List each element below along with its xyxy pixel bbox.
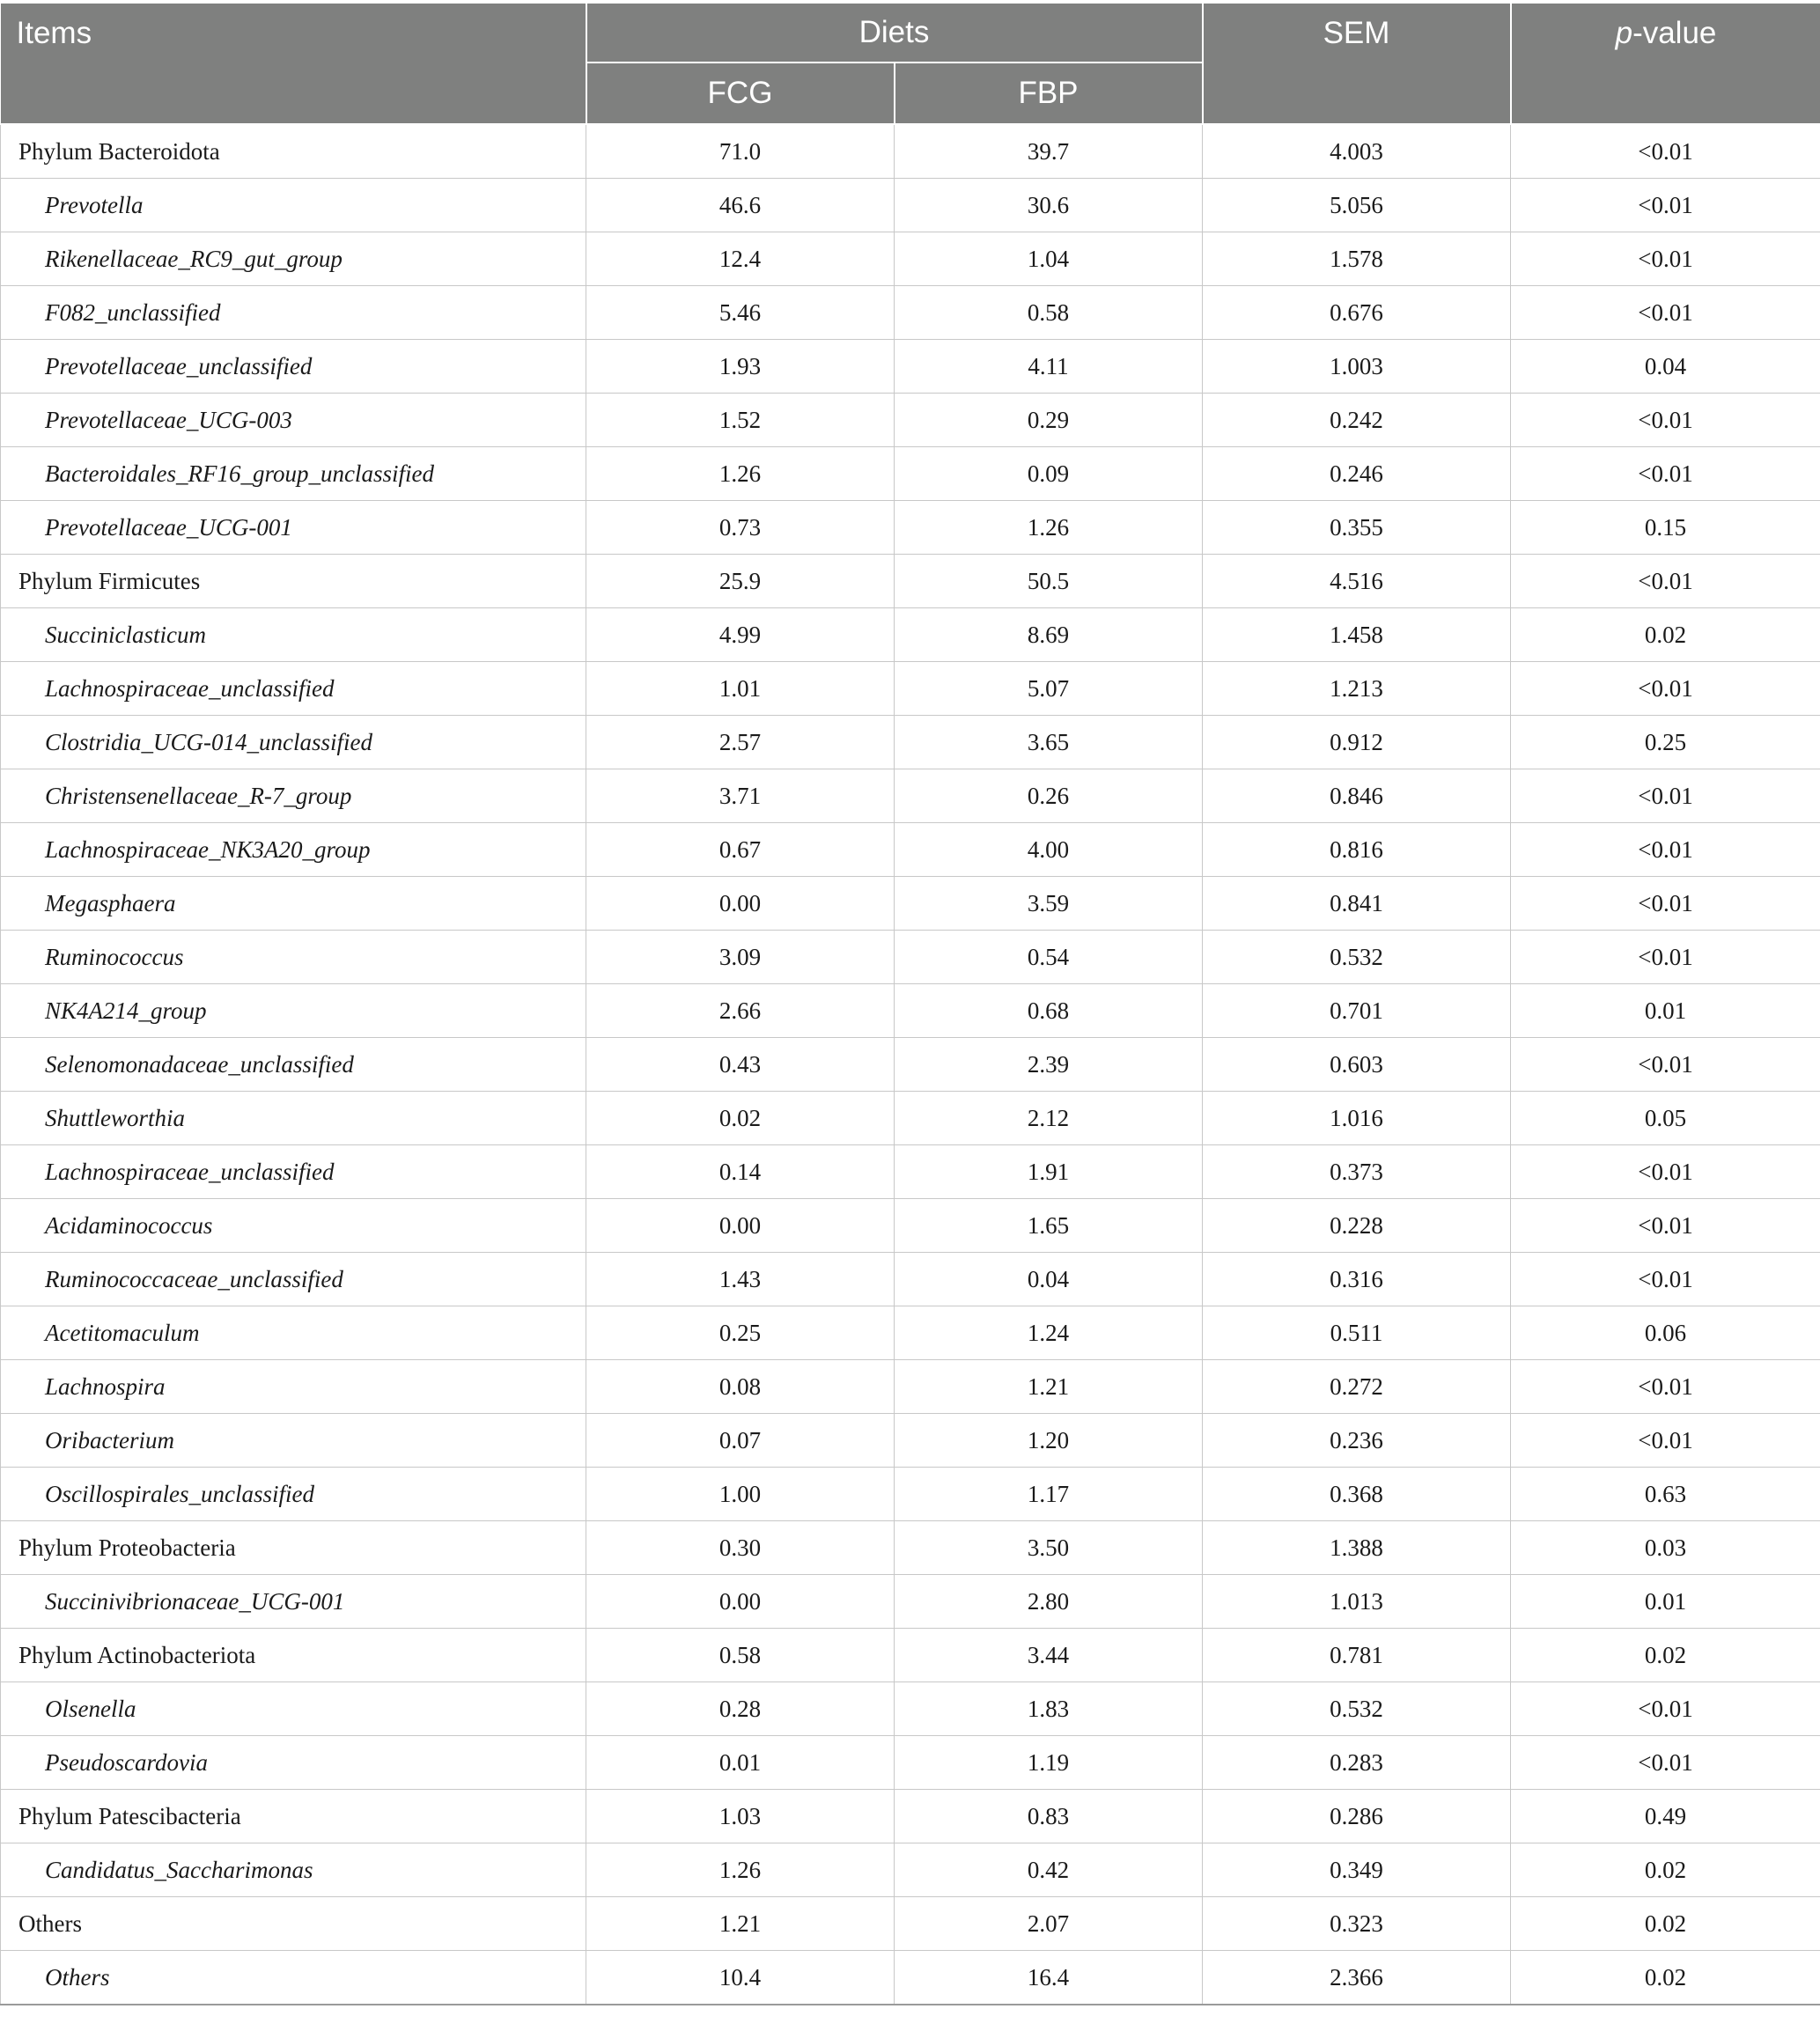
sem-cell: 0.286 <box>1203 1790 1511 1843</box>
p-value-cell: <0.01 <box>1511 1199 1820 1253</box>
table-row <box>1 931 1820 984</box>
sem-cell: 0.532 <box>1203 931 1511 984</box>
sem-cell: 1.013 <box>1203 1575 1511 1629</box>
taxon-name-cell: Lachnospiraceae_unclassified <box>1 1145 586 1199</box>
p-value-cell: 0.63 <box>1511 1468 1820 1521</box>
abundance-table <box>0 2 1820 2005</box>
taxon-name-cell: NK4A214_group <box>1 984 586 1038</box>
table-row <box>1 1736 1820 1790</box>
sem-cell: 0.603 <box>1203 1038 1511 1092</box>
fcg-cell: 0.00 <box>586 1199 895 1253</box>
phylum-name-cell: Phylum Firmicutes <box>1 555 586 608</box>
taxon-name-cell: Megasphaera <box>1 877 586 931</box>
fbp-cell: 2.39 <box>895 1038 1203 1092</box>
fcg-cell: 12.4 <box>586 232 895 286</box>
data-table-container <box>0 2 1820 2005</box>
sem-cell: 0.701 <box>1203 984 1511 1038</box>
fcg-cell: 1.26 <box>586 1843 895 1897</box>
sem-cell: 0.532 <box>1203 1682 1511 1736</box>
fcg-cell: 1.21 <box>586 1897 895 1951</box>
taxon-name-cell: Oscillospirales_unclassified <box>1 1468 586 1521</box>
taxon-name-cell: Ruminococcus <box>1 931 586 984</box>
sem-cell: 0.511 <box>1203 1306 1511 1360</box>
fcg-cell: 0.28 <box>586 1682 895 1736</box>
sem-cell: 0.912 <box>1203 716 1511 769</box>
table-row <box>1 1145 1820 1199</box>
table-row <box>1 769 1820 823</box>
p-value-cell: 0.01 <box>1511 984 1820 1038</box>
taxon-name-cell: Prevotellaceae_UCG-003 <box>1 394 586 447</box>
sem-cell: 0.316 <box>1203 1253 1511 1306</box>
fbp-cell: 1.17 <box>895 1468 1203 1521</box>
p-value-cell: <0.01 <box>1511 555 1820 608</box>
taxon-name-cell: Prevotellaceae_UCG-001 <box>1 501 586 555</box>
fbp-cell: 0.54 <box>895 931 1203 984</box>
fbp-cell: 1.65 <box>895 1199 1203 1253</box>
fcg-cell: 0.00 <box>586 1575 895 1629</box>
header-diets: Diets <box>586 3 1203 63</box>
fbp-cell: 4.11 <box>895 340 1203 394</box>
header-p-suffix: -value <box>1632 16 1717 50</box>
p-value-cell: 0.49 <box>1511 1790 1820 1843</box>
sem-cell: 0.841 <box>1203 877 1511 931</box>
fcg-cell: 2.57 <box>586 716 895 769</box>
fcg-cell: 1.01 <box>586 662 895 716</box>
table-row <box>1 555 1820 608</box>
table-row <box>1 662 1820 716</box>
p-value-cell: 0.02 <box>1511 1843 1820 1897</box>
fbp-cell: 2.80 <box>895 1575 1203 1629</box>
p-value-cell: 0.01 <box>1511 1575 1820 1629</box>
p-value-cell: 0.02 <box>1511 1951 1820 2005</box>
fcg-cell: 4.99 <box>586 608 895 662</box>
fbp-cell: 1.24 <box>895 1306 1203 1360</box>
fcg-cell: 1.00 <box>586 1468 895 1521</box>
sem-cell: 0.816 <box>1203 823 1511 877</box>
fcg-cell: 10.4 <box>586 1951 895 2005</box>
table-header <box>1 3 1820 124</box>
fbp-cell: 5.07 <box>895 662 1203 716</box>
taxon-name-cell: Lachnospiraceae_NK3A20_group <box>1 823 586 877</box>
fcg-cell: 0.73 <box>586 501 895 555</box>
fbp-cell: 3.44 <box>895 1629 1203 1682</box>
fcg-cell: 5.46 <box>586 286 895 340</box>
table-row <box>1 1092 1820 1145</box>
taxon-name-cell: Clostridia_UCG-014_unclassified <box>1 716 586 769</box>
fbp-cell: 39.7 <box>895 124 1203 179</box>
table-row <box>1 823 1820 877</box>
sem-cell: 2.366 <box>1203 1951 1511 2005</box>
taxon-name-cell: Rikenellaceae_RC9_gut_group <box>1 232 586 286</box>
taxon-name-cell: Lachnospira <box>1 1360 586 1414</box>
p-value-cell: 0.05 <box>1511 1092 1820 1145</box>
fcg-cell: 2.66 <box>586 984 895 1038</box>
fbp-cell: 2.12 <box>895 1092 1203 1145</box>
table-row <box>1 1951 1820 2005</box>
table-row <box>1 1521 1820 1575</box>
fbp-cell: 16.4 <box>895 1951 1203 2005</box>
taxon-name-cell: Succinivibrionaceae_UCG-001 <box>1 1575 586 1629</box>
p-value-cell: 0.02 <box>1511 1897 1820 1951</box>
sem-cell: 0.242 <box>1203 394 1511 447</box>
sem-cell: 5.056 <box>1203 179 1511 232</box>
taxon-name-cell: Acidaminococcus <box>1 1199 586 1253</box>
p-value-cell: 0.25 <box>1511 716 1820 769</box>
taxon-name-cell: Succiniclasticum <box>1 608 586 662</box>
table-row <box>1 447 1820 501</box>
p-value-cell: <0.01 <box>1511 286 1820 340</box>
fcg-cell: 0.02 <box>586 1092 895 1145</box>
sem-cell: 0.246 <box>1203 447 1511 501</box>
fbp-cell: 3.59 <box>895 877 1203 931</box>
p-value-cell: <0.01 <box>1511 877 1820 931</box>
p-value-cell: <0.01 <box>1511 232 1820 286</box>
fbp-cell: 4.00 <box>895 823 1203 877</box>
fcg-cell: 0.30 <box>586 1521 895 1575</box>
fcg-cell: 0.67 <box>586 823 895 877</box>
taxon-name-cell: Candidatus_Saccharimonas <box>1 1843 586 1897</box>
fbp-cell: 1.21 <box>895 1360 1203 1414</box>
p-value-cell: <0.01 <box>1511 931 1820 984</box>
p-value-cell: 0.03 <box>1511 1521 1820 1575</box>
table-row <box>1 232 1820 286</box>
p-value-cell: <0.01 <box>1511 179 1820 232</box>
fbp-cell: 0.26 <box>895 769 1203 823</box>
fbp-cell: 1.26 <box>895 501 1203 555</box>
sem-cell: 0.676 <box>1203 286 1511 340</box>
fcg-cell: 0.58 <box>586 1629 895 1682</box>
table-row <box>1 1790 1820 1843</box>
fbp-cell: 3.50 <box>895 1521 1203 1575</box>
p-value-cell: <0.01 <box>1511 1682 1820 1736</box>
sem-cell: 1.213 <box>1203 662 1511 716</box>
sem-cell: 0.272 <box>1203 1360 1511 1414</box>
fcg-cell: 0.14 <box>586 1145 895 1199</box>
p-value-cell: 0.02 <box>1511 608 1820 662</box>
phylum-name-cell: Phylum Actinobacteriota <box>1 1629 586 1682</box>
fcg-cell: 0.43 <box>586 1038 895 1092</box>
sem-cell: 1.388 <box>1203 1521 1511 1575</box>
fbp-cell: 0.83 <box>895 1790 1203 1843</box>
sem-cell: 0.355 <box>1203 501 1511 555</box>
p-value-cell: <0.01 <box>1511 124 1820 179</box>
phylum-name-cell: Phylum Bacteroidota <box>1 124 586 179</box>
taxon-name-cell: Ruminococcaceae_unclassified <box>1 1253 586 1306</box>
sem-cell: 0.373 <box>1203 1145 1511 1199</box>
phylum-name-cell: Others <box>1 1897 586 1951</box>
taxon-name-cell: Acetitomaculum <box>1 1306 586 1360</box>
table-row <box>1 286 1820 340</box>
table-row <box>1 1253 1820 1306</box>
taxon-name-cell: Prevotellaceae_unclassified <box>1 340 586 394</box>
taxon-name-cell: Lachnospiraceae_unclassified <box>1 662 586 716</box>
sem-cell: 1.458 <box>1203 608 1511 662</box>
header-p-value <box>1511 3 1820 124</box>
p-value-cell: <0.01 <box>1511 1360 1820 1414</box>
fbp-cell: 3.65 <box>895 716 1203 769</box>
fbp-cell: 0.58 <box>895 286 1203 340</box>
fcg-cell: 1.26 <box>586 447 895 501</box>
table-row <box>1 340 1820 394</box>
phylum-name-cell: Phylum Proteobacteria <box>1 1521 586 1575</box>
sem-cell: 4.516 <box>1203 555 1511 608</box>
table-row <box>1 1360 1820 1414</box>
p-value-cell: <0.01 <box>1511 823 1820 877</box>
header-fbp: FBP <box>895 63 1203 124</box>
header-p-letter: p <box>1615 16 1633 50</box>
fcg-cell: 3.71 <box>586 769 895 823</box>
taxon-name-cell: Shuttleworthia <box>1 1092 586 1145</box>
p-value-cell: <0.01 <box>1511 662 1820 716</box>
taxon-name-cell: Prevotella <box>1 179 586 232</box>
table-row <box>1 1038 1820 1092</box>
table-row <box>1 124 1820 179</box>
fcg-cell: 46.6 <box>586 179 895 232</box>
taxon-name-cell: Selenomonadaceae_unclassified <box>1 1038 586 1092</box>
taxon-name-cell: Oribacterium <box>1 1414 586 1468</box>
table-row <box>1 877 1820 931</box>
fbp-cell: 1.83 <box>895 1682 1203 1736</box>
p-value-cell: <0.01 <box>1511 1253 1820 1306</box>
fbp-cell: 0.09 <box>895 447 1203 501</box>
sem-cell: 1.003 <box>1203 340 1511 394</box>
taxon-name-cell: F082_unclassified <box>1 286 586 340</box>
fbp-cell: 1.04 <box>895 232 1203 286</box>
p-value-cell: <0.01 <box>1511 769 1820 823</box>
table-row <box>1 1414 1820 1468</box>
phylum-name-cell: Phylum Patescibacteria <box>1 1790 586 1843</box>
fbp-cell: 1.91 <box>895 1145 1203 1199</box>
table-row <box>1 1682 1820 1736</box>
p-value-cell: <0.01 <box>1511 1145 1820 1199</box>
sem-cell: 0.228 <box>1203 1199 1511 1253</box>
fcg-cell: 25.9 <box>586 555 895 608</box>
table-row <box>1 1468 1820 1521</box>
fbp-cell: 2.07 <box>895 1897 1203 1951</box>
fbp-cell: 30.6 <box>895 179 1203 232</box>
table-row <box>1 394 1820 447</box>
p-value-cell: 0.02 <box>1511 1629 1820 1682</box>
sem-cell: 0.236 <box>1203 1414 1511 1468</box>
fcg-cell: 1.43 <box>586 1253 895 1306</box>
fbp-cell: 8.69 <box>895 608 1203 662</box>
fcg-cell: 71.0 <box>586 124 895 179</box>
table-row <box>1 608 1820 662</box>
fbp-cell: 1.19 <box>895 1736 1203 1790</box>
table-row <box>1 716 1820 769</box>
sem-cell: 0.283 <box>1203 1736 1511 1790</box>
fcg-cell: 0.08 <box>586 1360 895 1414</box>
fcg-cell: 0.01 <box>586 1736 895 1790</box>
fbp-cell: 1.20 <box>895 1414 1203 1468</box>
p-value-cell: <0.01 <box>1511 394 1820 447</box>
sem-cell: 1.016 <box>1203 1092 1511 1145</box>
table-row <box>1 179 1820 232</box>
p-value-cell: <0.01 <box>1511 1736 1820 1790</box>
header-sem: SEM <box>1203 3 1511 124</box>
table-row <box>1 1897 1820 1951</box>
fcg-cell: 0.07 <box>586 1414 895 1468</box>
fbp-cell: 0.68 <box>895 984 1203 1038</box>
p-value-cell: <0.01 <box>1511 1414 1820 1468</box>
taxon-name-cell: Olsenella <box>1 1682 586 1736</box>
table-row <box>1 1575 1820 1629</box>
sem-cell: 0.846 <box>1203 769 1511 823</box>
fcg-cell: 0.25 <box>586 1306 895 1360</box>
table-body <box>1 124 1820 2005</box>
fcg-cell: 3.09 <box>586 931 895 984</box>
fcg-cell: 1.93 <box>586 340 895 394</box>
fcg-cell: 1.52 <box>586 394 895 447</box>
sem-cell: 1.578 <box>1203 232 1511 286</box>
taxon-name-cell: Pseudoscardovia <box>1 1736 586 1790</box>
p-value-cell: 0.06 <box>1511 1306 1820 1360</box>
table-row <box>1 1629 1820 1682</box>
table-row <box>1 501 1820 555</box>
fcg-cell: 1.03 <box>586 1790 895 1843</box>
fbp-cell: 0.42 <box>895 1843 1203 1897</box>
table-row <box>1 1306 1820 1360</box>
sem-cell: 0.349 <box>1203 1843 1511 1897</box>
p-value-cell: <0.01 <box>1511 1038 1820 1092</box>
sem-cell: 0.368 <box>1203 1468 1511 1521</box>
fbp-cell: 0.04 <box>895 1253 1203 1306</box>
table-row <box>1 1199 1820 1253</box>
p-value-cell: 0.15 <box>1511 501 1820 555</box>
sem-cell: 4.003 <box>1203 124 1511 179</box>
header-items: Items <box>1 3 586 124</box>
fbp-cell: 50.5 <box>895 555 1203 608</box>
fcg-cell: 0.00 <box>586 877 895 931</box>
table-row <box>1 984 1820 1038</box>
p-value-cell: <0.01 <box>1511 447 1820 501</box>
table-row <box>1 1843 1820 1897</box>
sem-cell: 0.781 <box>1203 1629 1511 1682</box>
header-fcg: FCG <box>586 63 895 124</box>
fbp-cell: 0.29 <box>895 394 1203 447</box>
taxon-name-cell: Christensenellaceae_R-7_group <box>1 769 586 823</box>
taxon-name-cell: Others <box>1 1951 586 2005</box>
sem-cell: 0.323 <box>1203 1897 1511 1951</box>
taxon-name-cell: Bacteroidales_RF16_group_unclassified <box>1 447 586 501</box>
p-value-cell: 0.04 <box>1511 340 1820 394</box>
